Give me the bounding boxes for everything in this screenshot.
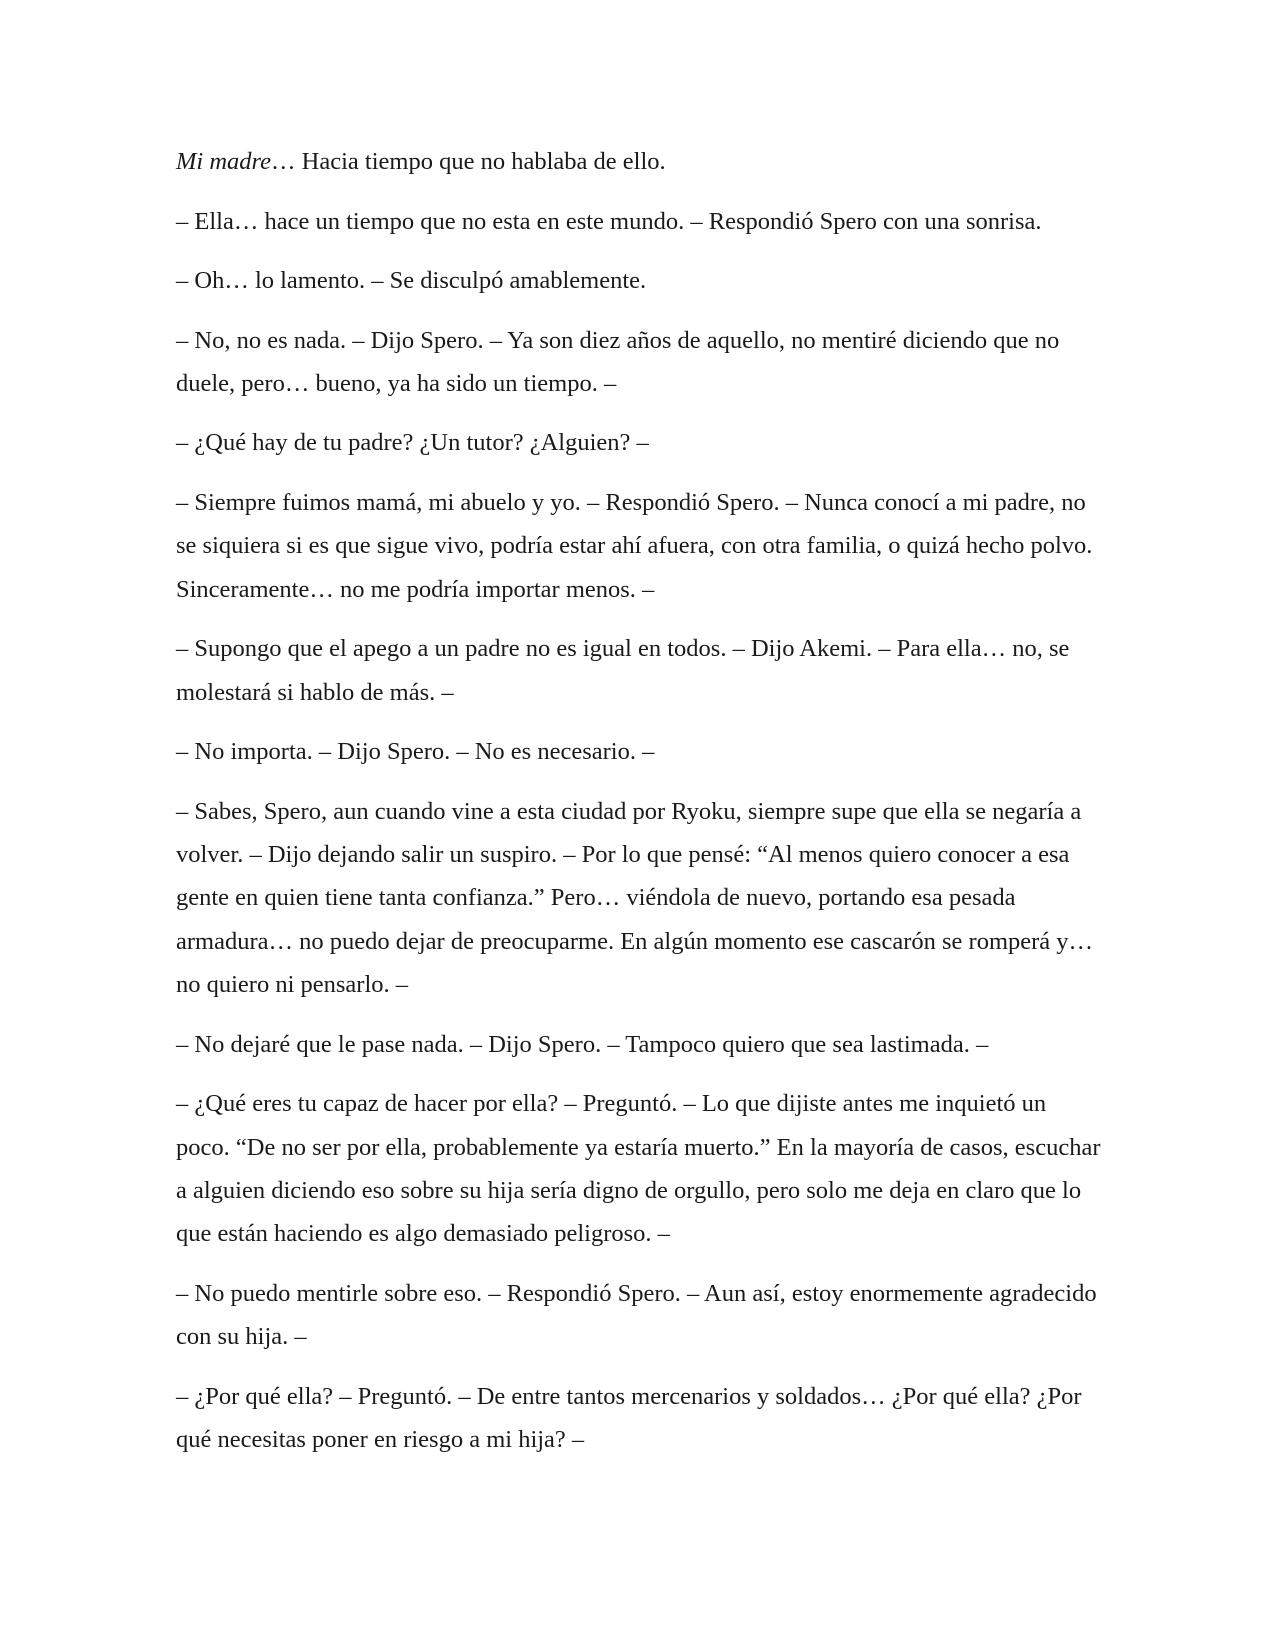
paragraph-text: … Hacia tiempo que no hablaba de ello. [271,148,666,175]
paragraph-10: – No dejaré que le pase nada. – Dijo Spero. – Tampoco quiero que sea lastimada. – [176,1030,989,1058]
document-body [176,140,1101,1478]
paragraph-1 [176,140,1101,183]
paragraph-11: – ¿Qué eres tu capaz de hacer por ella? – Preguntó. – Lo que dijiste antes me inquietó un poco. “De no ser por ella, probablemente ya estaría muerto.” En la mayoría de casos, escuchar a alguien diciendo eso sobre su hija sería digno de orgullo, pero solo me deja en claro que lo que están haciendo es algo demasiado peligroso. – [176,1090,1101,1248]
paragraph-7: – Supongo que el apego a un padre no es igual en todos. – Dijo Akemi. – Para ella… no, se molestará si hablo de más. – [176,635,1070,706]
paragraph-2: – Ella… hace un tiempo que no esta en este mundo. – Respondió Spero con una sonrisa. [176,207,1042,235]
paragraph-3: – Oh… lo lamento. – Se disculpó amablemente. [176,267,647,294]
italic-lead: Mi madre [176,148,272,175]
paragraph-8: – No importa. – Dijo Spero. – No es necesario. – [176,738,655,766]
paragraph-5: – ¿Qué hay de tu padre? ¿Un tutor? ¿Alguien? – [176,429,649,457]
paragraph-12: – No puedo mentirle sobre eso. – Respondió Spero. – Aun así, estoy enormemente agradecido con su hija. – [176,1279,1097,1351]
paragraph-13: – ¿Por qué ella? – Preguntó. – De entre tantos mercenarios y soldados… ¿Por qué ella? ¿Por qué necesitas poner en riesgo a mi hija? – [176,1382,1082,1454]
paragraph-4: – No, no es nada. – Dijo Spero. – Ya son diez años de aquello, no mentiré diciendo que no duele, pero… bueno, ya ha sido un tiempo. – [176,326,1060,397]
paragraph-9: – Sabes, Spero, aun cuando vine a esta ciudad por Ryoku, siempre supe que ella se negaría a volver. – Dijo dejando salir un suspiro. – Por lo que pensé: “Al menos quiero conocer a esa gente en quien tiene tanta confianza.” Pero… viéndola de nuevo, portando esa pesada armadura… no puedo dejar de preocuparme. En algún momento ese cascarón se romperá y… no quiero ni pensarlo. – [176,797,1094,999]
paragraph-6: – Siempre fuimos mamá, mi abuelo y yo. – Respondió Spero. – Nunca conocí a mi padre, no se siquiera si es que sigue vivo, podría estar ahí afuera, con otra familia, o quizá hecho polvo. Sinceramente… no me podría importar menos. – [176,488,1093,603]
